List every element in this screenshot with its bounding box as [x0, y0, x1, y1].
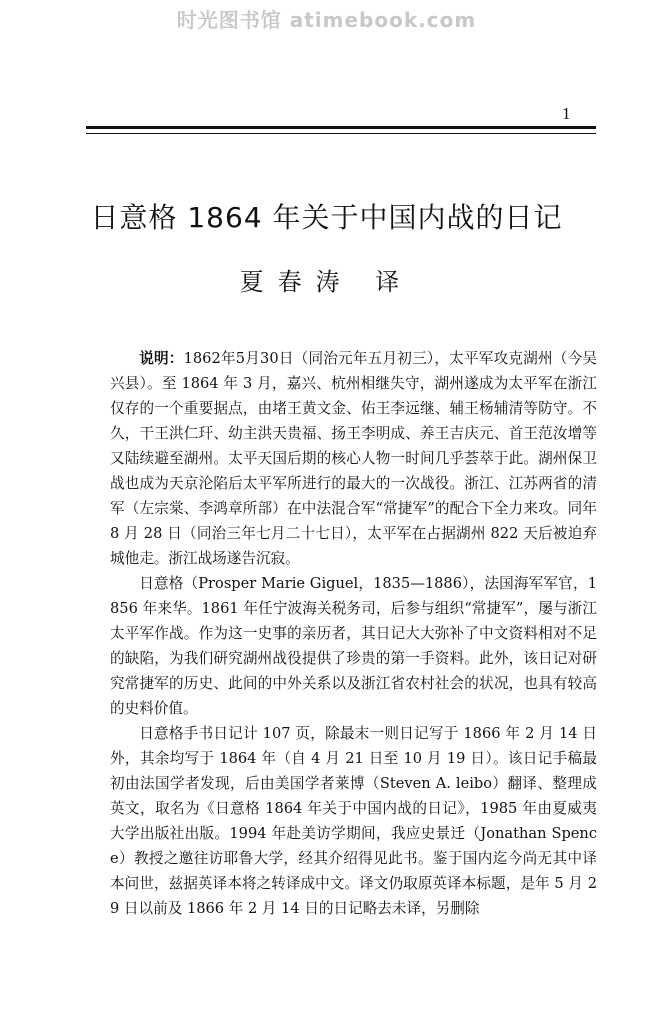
header-rule-thick [86, 126, 596, 129]
paragraph-text: 日意格（Prosper Marie Giguel，1835—1886），法国海军军官，1856 年来华。1861 年任宁波海关税务司，后参与组织“常捷军”，屡与浙江太平军作战。作为这一史事的亲历者，其日记大大弥补了中文资料相对不足的缺陷，为我们研究湖州战役提供了珍贵的第一手资料。此外，该日记对研究常捷军的历史、此间的中外关系以及浙江省农村社会的状况，也具有较高的史料价值。 [110, 575, 597, 717]
paragraph-diary-source [110, 721, 597, 921]
paragraph-text: 1862年5月30日（同治元年五月初三），太平军攻克湖州（今吴兴县）。至 1864 年 3 月，嘉兴、杭州相继失守，湖州遂成为太平军在浙江仅存的一个重要据点，由堵王黄文金、佑王李远继、辅王杨辅清等防守。不久，干王洪仁玕、幼主洪天贵福、扬王李明成、养王吉庆元、首王范汝增等又陆续避至湖州。太平天国后期的核心人物一时间几乎荟萃于此。湖州保卫战也成为天京沦陷后太平军所进行的最大的一次战役。浙江、江苏两省的清军（左宗棠、李鸿章所部）在中法混合军“常捷军”的配合下全力来攻。同年 8 月 28 日（同治三年七月二十七日），太平军在占据湖州 822 天后被迫弃城他走。浙江战场遂告沉寂。 [110, 350, 597, 567]
translator-byline: 夏春涛 译 [239, 268, 414, 296]
watermark: 时光图书馆 atimebook.com [176, 8, 477, 32]
article-title: 日意格 1864 年关于中国内战的日记 [90, 201, 563, 234]
article-body [110, 346, 597, 921]
page-number: 1 [562, 104, 571, 123]
header-rule-thin [86, 133, 596, 134]
paragraph-intro [110, 346, 597, 571]
paragraph-text: 日意格手书日记计 107 页，除最末一则日记写于 1866 年 2 月 14 日外，其余均写于 1864 年（自 4 月 21 日至 10 月 19 日）。该日记手稿最初由法国学者发现，后由美国学者莱博（Steven A. leibo）翻译、整理成英文，取名为《日意格 1864 年关于中国内战的日记》，1985 年由夏威夷大学出版社出版。1994 年赴美访学期间，我应史景迁（Jonathan Spence）教授之邀往访耶鲁大学，经其介绍得见此书。鉴于国内迄今尚无其中译本问世，兹据英译本将之转译成中文。译文仍取原英译本标题，是年 5 月 29 日以前及 1866 年 2 月 14 日的日记略去未译，另删除 [110, 725, 597, 917]
paragraph-giquel-bio [110, 571, 597, 721]
paragraph-lead-label: 说明： [139, 350, 184, 367]
